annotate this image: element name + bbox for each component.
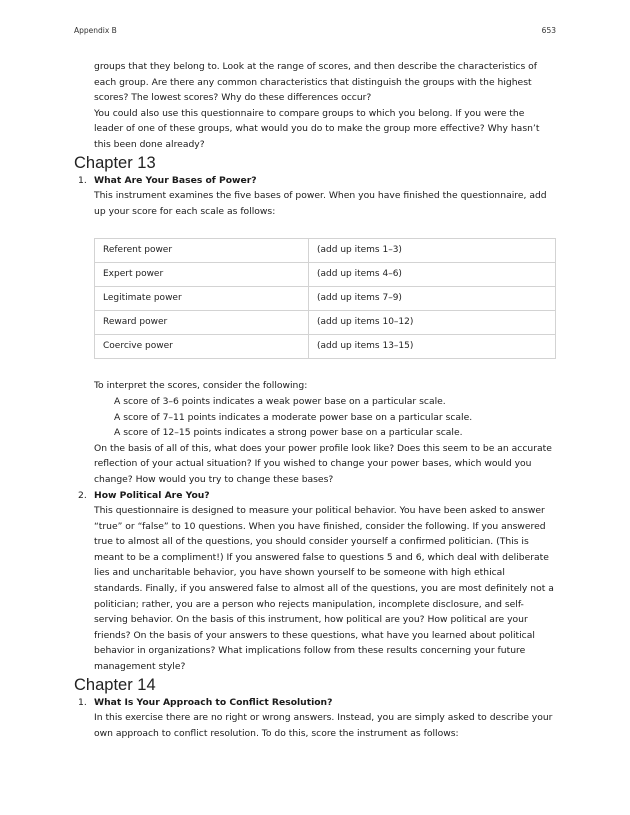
table-cell-scale: Reward power <box>95 311 309 335</box>
item-text: In this exercise there are no right or wrong answers. Instead, you are simply asked to describe your own approach to conflict resolution. To do this, score the instrument as follows: <box>94 712 553 739</box>
table-cell-scale: Expert power <box>95 263 309 287</box>
intro-paragraph: You could also use this questionnaire to compare groups to which you belong. If you were the leader of one of these groups, what would you do to make the group more effective? Why hasn’t this been done already? <box>94 107 540 150</box>
page-content <box>74 59 556 741</box>
item-title: How Political Are You? <box>94 489 210 501</box>
interpret-line: A score of 3–6 points indicates a weak power base on a particular scale. <box>114 395 446 407</box>
table-cell-items: (add up items 4–6) <box>309 263 556 287</box>
table-cell-scale: Coercive power <box>95 335 309 359</box>
running-head <box>74 26 556 36</box>
item-closing: On the basis of all of this, what does your power profile look like? Does this seem to be an accurate reflection of your actual situation? If you wished to change your power bases, which would you change? How would you try to change these bases? <box>94 442 552 485</box>
chapter-14-heading: Chapter 14 <box>74 675 156 694</box>
table-cell-scale: Referent power <box>95 239 309 263</box>
table-row <box>95 287 556 311</box>
chapter-13-item-2 <box>74 488 556 675</box>
table-cell-items: (add up items 1–3) <box>309 239 556 263</box>
table-row <box>95 263 556 287</box>
table-cell-scale: Legitimate power <box>95 287 309 311</box>
item-title: What Is Your Approach to Conflict Resolution? <box>94 696 333 708</box>
table-row <box>95 311 556 335</box>
item-number: 2. <box>78 489 87 501</box>
item-text: This questionnaire is designed to measure your political behavior. You have been asked to answer “true” or “false” to 10 questions. When you have finished, consider the following. If you answered true to almost all of the questions, you should consider yourself a confirmed politician. (This is meant to be a compliment!) If you answered false to questions 5 and 6, which deal with deliberate lies and uncharitable behavior, you have shown yourself to be someone with high ethical standards. Finally, if you answered false to almost all of the questions, you are most definitely not a politician; rather, you are a person who rejects manipulation, incomplete disclosure, and self-serving behavior. On the basis of this instrument, how political are you? How political are your friends? On the basis of your answers to these questions, what have you learned about political behavior in organizations? What implications follow from these results concerning your future management style? <box>94 505 554 673</box>
item-number: 1. <box>78 696 87 708</box>
table-row <box>95 239 556 263</box>
table-cell-items: (add up items 13–15) <box>309 335 556 359</box>
chapter-13-item-1 <box>74 173 556 488</box>
interpret-intro: To interpret the scores, consider the following: <box>94 380 308 392</box>
running-head-title: Appendix B <box>74 26 117 35</box>
chapter-13-heading: Chapter 13 <box>74 153 156 172</box>
interpret-line: A score of 12–15 points indicates a strong power base on a particular scale. <box>114 427 463 439</box>
item-title: What Are Your Bases of Power? <box>94 174 257 186</box>
table-cell-items: (add up items 10–12) <box>309 311 556 335</box>
chapter-14-item-1 <box>74 695 556 742</box>
item-text: This instrument examines the five bases of power. When you have finished the questionnaire, add up your score for each scale as follows: <box>94 190 547 217</box>
table-cell-items: (add up items 7–9) <box>309 287 556 311</box>
table-row <box>95 335 556 359</box>
interpret-line: A score of 7–11 points indicates a moderate power base on a particular scale. <box>114 411 473 423</box>
page-number: 653 <box>541 26 556 35</box>
interpret-list <box>94 394 556 441</box>
power-scoring-table <box>94 238 556 359</box>
item-number: 1. <box>78 174 87 186</box>
intro-block <box>74 59 556 153</box>
intro-paragraph: groups that they belong to. Look at the range of scores, and then describe the characteristics of each group. Are there any common characteristics that distinguish the groups with the highest scores? The lowest scores? Why do these differences occur? <box>94 61 538 104</box>
